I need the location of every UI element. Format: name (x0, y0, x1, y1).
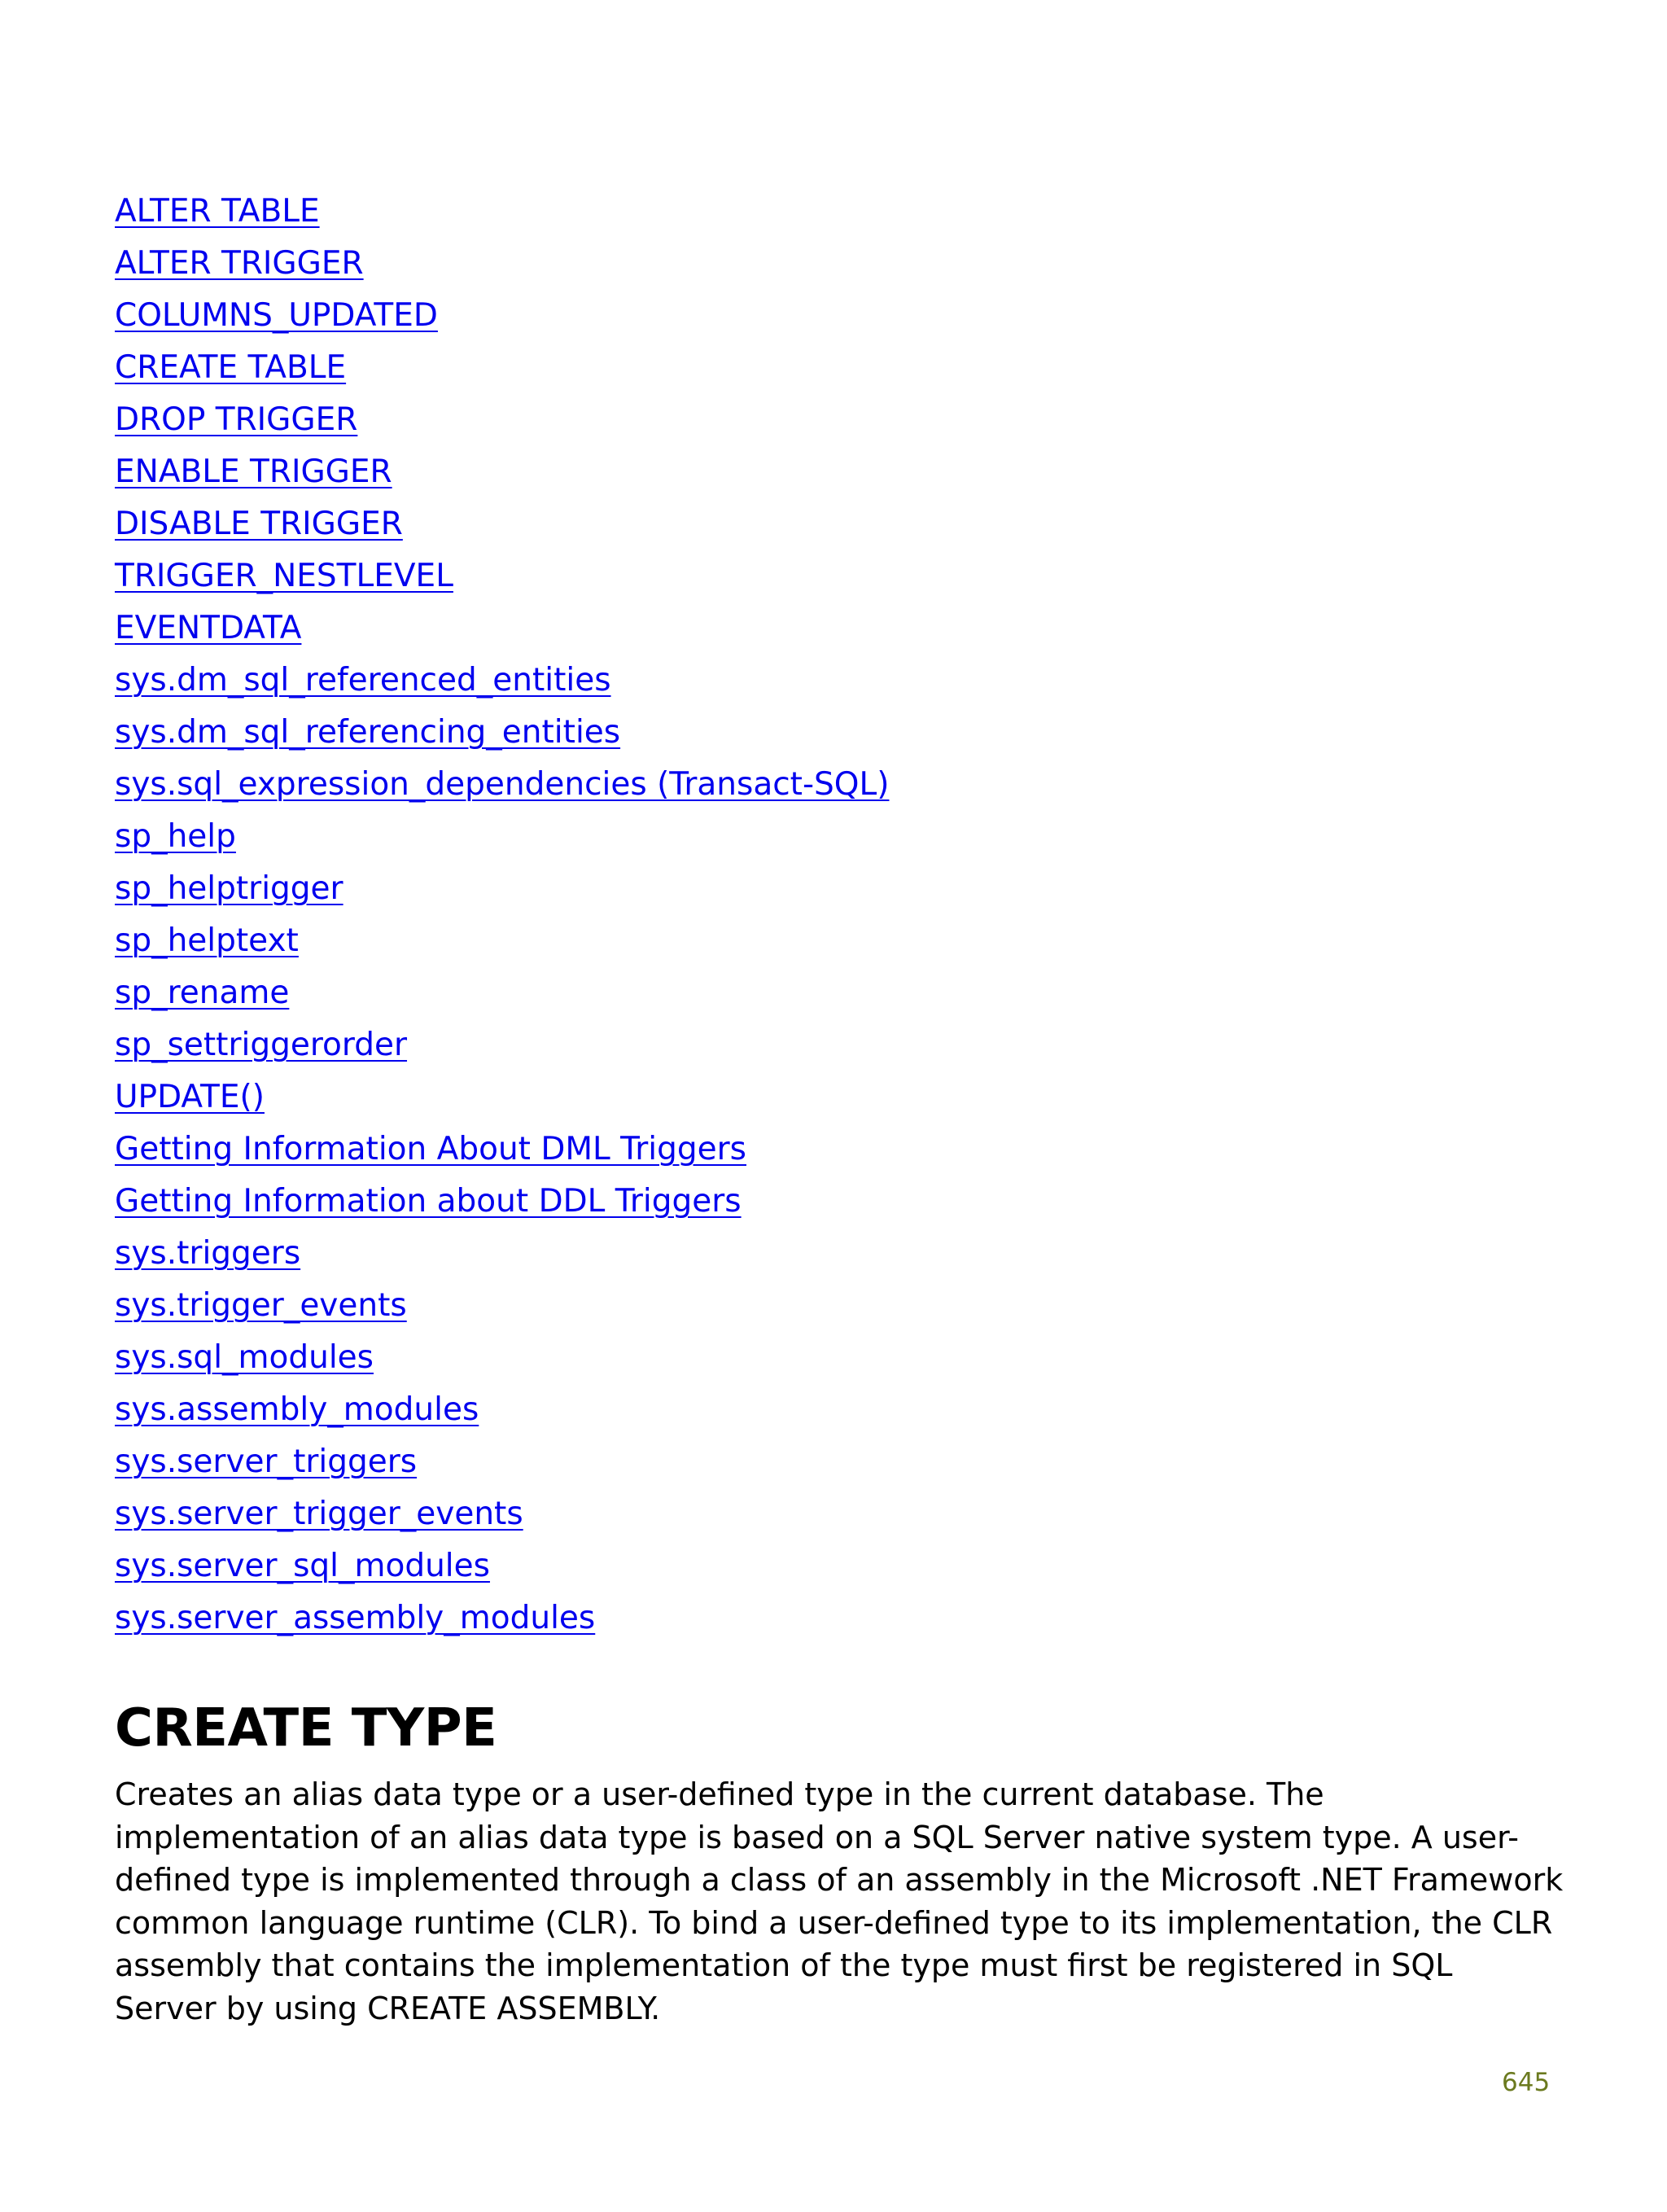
link-alter-table[interactable]: ALTER TABLE (115, 193, 320, 230)
link-sys-server-trigger-events[interactable]: sys.server_trigger_events (115, 1496, 523, 1532)
list-item (115, 241, 889, 293)
link-sp-helptext[interactable]: sp_helptext (115, 922, 299, 959)
list-item (115, 658, 889, 710)
list-item (115, 1596, 889, 1648)
link-sys-server-triggers[interactable]: sys.server_triggers (115, 1443, 418, 1480)
section-description: Creates an alias data type or a user-defined type in the current database. The implementation of an alias data type is based on a SQL Server native system type. A user-defined type is implemented through a class of an assembly in the Microsoft .NET Framework common language runtime (CLR). To bind a user-defined type to its implementation, the CLR assembly that contains the implementation of the type must first be registered in SQL Server by using CREATE ASSEMBLY. (115, 1776, 1564, 2026)
list-item (115, 1179, 889, 1231)
link-sys-trigger-events[interactable]: sys.trigger_events (115, 1287, 407, 1324)
link-sys-server-sql-modules[interactable]: sys.server_sql_modules (115, 1548, 490, 1584)
link-drop-trigger[interactable]: DROP TRIGGER (115, 401, 358, 438)
page-number: 645 (1502, 2068, 1551, 2097)
list-item (115, 606, 889, 658)
list-item (115, 1439, 889, 1491)
related-links-list (115, 189, 889, 1648)
list-item (115, 866, 889, 918)
link-alter-trigger[interactable]: ALTER TRIGGER (115, 245, 364, 282)
link-sp-help[interactable]: sp_help (115, 818, 236, 855)
link-dm-sql-referenced-entities[interactable]: sys.dm_sql_referenced_entities (115, 662, 611, 699)
link-trigger-nestlevel[interactable]: TRIGGER_NESTLEVEL (115, 558, 453, 594)
list-item (115, 1283, 889, 1335)
list-item (115, 1544, 889, 1596)
list-item (115, 449, 889, 502)
link-create-table[interactable]: CREATE TABLE (115, 349, 347, 386)
link-columns-updated[interactable]: COLUMNS_UPDATED (115, 297, 438, 334)
link-disable-trigger[interactable]: DISABLE TRIGGER (115, 506, 403, 542)
link-enable-trigger[interactable]: ENABLE TRIGGER (115, 453, 392, 490)
list-item (115, 1231, 889, 1283)
list-item (115, 1387, 889, 1439)
list-item (115, 762, 889, 814)
list-item (115, 1127, 889, 1179)
link-update-function[interactable]: UPDATE() (115, 1079, 265, 1115)
list-item (115, 1023, 889, 1075)
list-item (115, 970, 889, 1023)
list-item (115, 1075, 889, 1127)
link-dm-sql-referencing-entities[interactable]: sys.dm_sql_referencing_entities (115, 714, 621, 751)
link-info-ddl-triggers[interactable]: Getting Information about DDL Triggers (115, 1183, 742, 1220)
list-item (115, 1335, 889, 1387)
list-item (115, 397, 889, 449)
link-sys-assembly-modules[interactable]: sys.assembly_modules (115, 1391, 479, 1428)
link-sys-triggers[interactable]: sys.triggers (115, 1235, 301, 1272)
list-item (115, 345, 889, 397)
list-item (115, 189, 889, 241)
section-title: CREATE TYPE (115, 1698, 497, 1759)
link-eventdata[interactable]: EVENTDATA (115, 610, 302, 646)
link-info-dml-triggers[interactable]: Getting Information About DML Triggers (115, 1131, 746, 1167)
list-item (115, 814, 889, 866)
link-sys-server-assembly-modules[interactable]: sys.server_assembly_modules (115, 1600, 596, 1636)
link-sp-settriggerorder[interactable]: sp_settriggerorder (115, 1027, 408, 1063)
link-sys-sql-modules[interactable]: sys.sql_modules (115, 1339, 374, 1376)
link-sp-helptrigger[interactable]: sp_helptrigger (115, 870, 343, 907)
list-item (115, 710, 889, 762)
link-sql-expression-dependencies[interactable]: sys.sql_expression_dependencies (Transact-SQL) (115, 766, 890, 803)
list-item (115, 918, 889, 970)
list-item (115, 554, 889, 606)
link-sp-rename[interactable]: sp_rename (115, 975, 290, 1011)
list-item (115, 1491, 889, 1544)
list-item (115, 502, 889, 554)
list-item (115, 293, 889, 345)
